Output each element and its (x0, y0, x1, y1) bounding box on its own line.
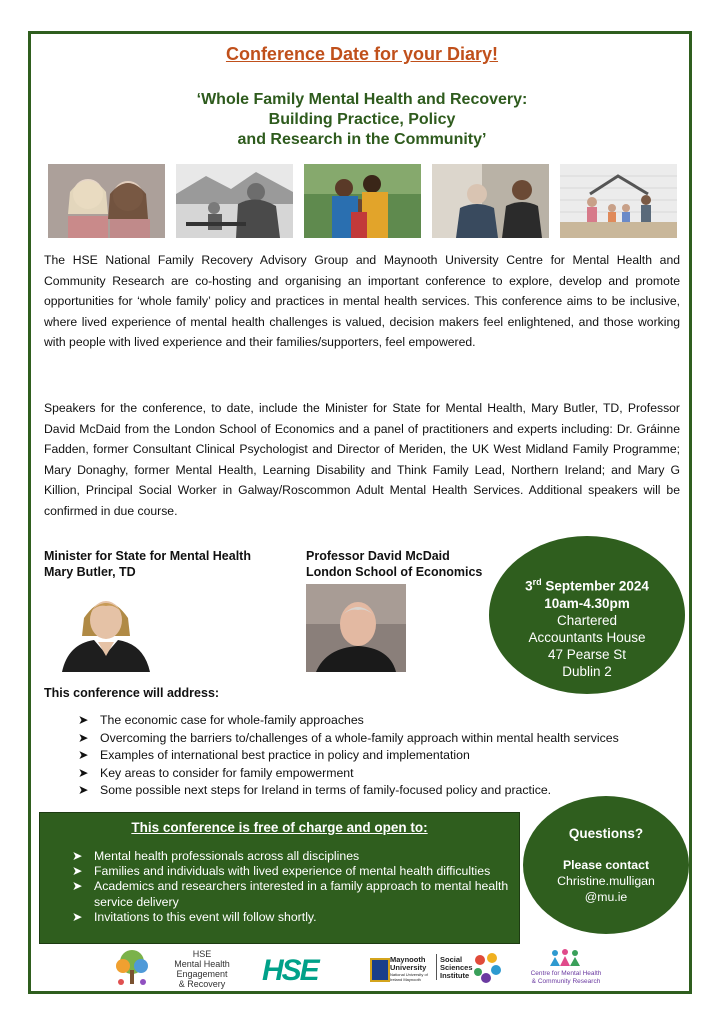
logo-text-line: Mental Health (174, 959, 230, 969)
questions-email-line2: @mu.ie (584, 890, 628, 904)
list-item (78, 712, 619, 730)
list-item-text: Families and individuals with lived experience of mental health difficulties (94, 864, 491, 879)
photo-two-women (48, 164, 165, 238)
logo-text-line: & Community Research (531, 977, 601, 985)
questions-contact-label: Please contact (562, 858, 650, 872)
speaker1-name: Mary Butler, TD (44, 565, 136, 579)
subtitle-line: and Research in the Community’ (237, 131, 487, 148)
speaker2-role: Professor David McDaid (306, 549, 450, 563)
tree-logo-icon (112, 948, 152, 990)
logo-text-line: University (390, 963, 427, 972)
address-list (78, 712, 619, 800)
list-item (72, 849, 512, 864)
arrow-bullet-icon: ➤ (78, 748, 89, 763)
list-item-text: Some possible next steps for Ireland in terms of family-focused policy and practice. (100, 783, 552, 798)
event-venue-line2: Accountants House (528, 629, 646, 645)
address-heading: This conference will address: (44, 686, 220, 700)
arrow-bullet-icon: ➤ (72, 849, 83, 863)
hse-logo: HSE (262, 954, 318, 987)
photo-two-men (432, 164, 549, 238)
event-venue-line1: Chartered (556, 612, 618, 628)
page-title: Conference Date for your Diary! (225, 44, 499, 64)
people-logo-icon (545, 948, 585, 968)
logo-text-line: Sciences (440, 963, 473, 972)
arrow-bullet-icon: ➤ (72, 864, 83, 879)
partner-logos (0, 948, 724, 990)
portrait-david-mcdaid (306, 584, 406, 672)
list-item (78, 782, 619, 800)
logo-text-line: HSE (192, 949, 212, 959)
list-item-text: Key areas to consider for family empowerment (100, 765, 354, 780)
list-item (78, 747, 619, 765)
speaker1-role: Minister for State for Mental Health (44, 549, 251, 563)
list-item (72, 864, 512, 879)
event-street: 47 Pearse St (547, 646, 627, 662)
intro-paragraph: The HSE National Family Recovery Advisory Group and Maynooth University Centre for Mental Health and Community Research are co-hosting and organising an important conference to explore, develop and promote opportunities for ‘whole family’ policy and practices in mental health services. This conference aims to be inclusive, where lived experience of mental health challenges is valued, decision makers feel enlightened, and those working with people with lived experience and their families/supporters, feel empowered. (44, 253, 680, 350)
list-item-text: Invitations to this event will follow shortly. (94, 909, 317, 924)
event-details-circle (489, 536, 685, 694)
logo-text-line: National University of Ireland Maynooth (390, 972, 428, 982)
event-day-suffix: rd (532, 577, 542, 587)
arrow-bullet-icon: ➤ (72, 879, 83, 894)
subtitle-line: ‘Whole Family Mental Health and Recovery: (196, 91, 528, 108)
maynooth-crest-icon (370, 958, 390, 982)
event-day: 3 (525, 578, 533, 594)
speakers-paragraph: Speakers for the conference, to date, include the Minister for State for Mental Health, Mary Butler, TD, Professor David McDaid from the London School of Economics and a panel of practitioners and experts including: Dr. Gráinne Fadden, former Consultant Clinical Psychologist and Director of Meriden, the UK West Midland Family Programme; Mary Donaghy, former Mental Health, Learning Disability and Think Family Lead, Northern Ireland; and Mary G Killion, Principal Social Worker in Galway/Roscommon Adult Mental Health Services. Additional speakers will be confirmed in due course. (44, 401, 680, 518)
audience-list (72, 849, 512, 925)
speaker1-caption (44, 548, 251, 580)
arrow-bullet-icon: ➤ (78, 783, 89, 798)
arrow-bullet-icon: ➤ (72, 909, 83, 924)
conference-subtitle (0, 90, 724, 150)
speaker2-caption (306, 548, 482, 580)
list-item-text: Examples of international best practice in policy and implementation (100, 748, 470, 763)
event-month-year: September 2024 (541, 578, 649, 594)
ssi-logo-text (440, 956, 473, 980)
hse-mh-logo-text (156, 949, 248, 989)
event-date (489, 574, 685, 595)
list-item-text: Overcoming the barriers to/challenges of a whole-family approach within mental health services (100, 730, 619, 745)
event-city: Dublin 2 (562, 663, 612, 679)
logo-divider (436, 954, 437, 980)
event-time: 10am-4.30pm (544, 595, 630, 611)
logo-text-line: Maynooth (390, 955, 426, 964)
maynooth-logo-text (390, 956, 434, 982)
arrow-bullet-icon: ➤ (78, 730, 89, 745)
logo-text-line: Social (440, 955, 463, 964)
logo-text-line: Institute (440, 971, 470, 980)
questions-heading: Questions? (568, 826, 644, 841)
photo-family-roof (560, 164, 677, 238)
photo-father-child (176, 164, 293, 238)
speaker2-name: London School of Economics (306, 565, 483, 579)
photo-family-hug (304, 164, 421, 238)
list-item (78, 730, 619, 748)
list-item (72, 910, 512, 925)
arrow-bullet-icon: ➤ (78, 713, 89, 727)
logo-text-line: Engagement (176, 969, 228, 979)
portrait-mary-butler (54, 584, 158, 672)
free-box-heading: This conference is free of charge and open to: (131, 820, 428, 835)
list-item-text: Academics and researchers interested in a family approach to mental health service delivery (94, 879, 509, 909)
list-item (72, 879, 512, 909)
list-item-text: Mental health professionals across all disciplines (94, 849, 360, 863)
free-of-charge-box (39, 812, 520, 944)
questions-email-line1: Christine.mulligan (557, 874, 655, 888)
arrow-bullet-icon: ➤ (78, 765, 89, 780)
photo-strip (48, 164, 676, 238)
subtitle-line: Building Practice, Policy (268, 111, 456, 128)
cmh-logo-text (512, 970, 620, 985)
logo-text-line: & Recovery (178, 979, 226, 989)
ssi-circles-icon (472, 952, 502, 986)
logo-text-line: Centre for Mental Health (530, 970, 602, 977)
questions-circle (523, 796, 689, 934)
list-item (78, 765, 619, 783)
list-item-text: The economic case for whole-family approaches (100, 713, 364, 727)
